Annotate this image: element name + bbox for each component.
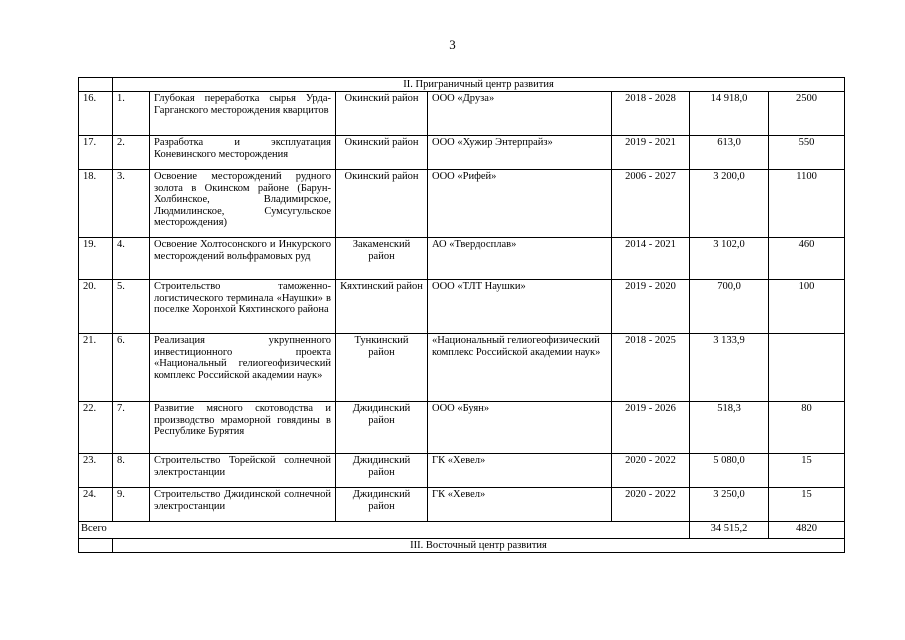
project-cost: 5 080,0 <box>690 454 769 488</box>
row-subnumber: 4. <box>113 238 150 280</box>
table-row <box>79 334 845 402</box>
table-row <box>79 280 845 334</box>
project-jobs: 15 <box>769 454 845 488</box>
project-jobs: 460 <box>769 238 845 280</box>
project-name: Развитие мясного скотоводства и производство мраморной говядины в Республике Бурятия <box>150 402 336 454</box>
projects-table <box>78 77 845 553</box>
project-jobs: 80 <box>769 402 845 454</box>
row-subnumber: 2. <box>113 136 150 170</box>
row-number: 24. <box>79 488 113 522</box>
project-organization: ООО «Рифей» <box>428 170 612 238</box>
project-jobs: 2500 <box>769 92 845 136</box>
project-organization: ГК «Хевел» <box>428 454 612 488</box>
row-subnumber: 1. <box>113 92 150 136</box>
table-row <box>79 488 845 522</box>
project-organization: ООО «ТЛТ Наушки» <box>428 280 612 334</box>
project-name: Реализация укрупненного инвестиционного проекта «Национальный гелиогеофизический комплекс Российской академии наук» <box>150 334 336 402</box>
project-organization: ООО «Буян» <box>428 402 612 454</box>
project-organization: ООО «Друза» <box>428 92 612 136</box>
project-name: Освоение месторождений рудного золота в Окинском районе (Барун-Холбинское, Владимирское, Людмилинское, Сумсугульское месторождения) <box>150 170 336 238</box>
total-label: Всего <box>79 522 690 539</box>
project-district: Закаменский район <box>336 238 428 280</box>
project-name: Строительство таможенно-логистического терминала «Наушки» в поселке Хоронхой Кяхтинского района <box>150 280 336 334</box>
table-row <box>79 136 845 170</box>
project-organization: ГК «Хевел» <box>428 488 612 522</box>
page-number: 3 <box>449 37 456 52</box>
project-jobs: 1100 <box>769 170 845 238</box>
project-organization: «Национальный гелиогеофизический комплекс Российской академии наук» <box>428 334 612 402</box>
table-row <box>79 454 845 488</box>
project-name: Строительство Джидинской солнечной электростанции <box>150 488 336 522</box>
project-district: Окинский район <box>336 170 428 238</box>
project-name: Разработка и эксплуатация Коневинского месторождения <box>150 136 336 170</box>
section-empty-cell <box>79 78 113 92</box>
project-district: Джидинский район <box>336 402 428 454</box>
row-subnumber: 5. <box>113 280 150 334</box>
project-period: 2019 - 2026 <box>612 402 690 454</box>
project-name: Глубокая переработка сырья Урда-Гарганского месторождения кварцитов <box>150 92 336 136</box>
project-cost: 613,0 <box>690 136 769 170</box>
project-period: 2018 - 2025 <box>612 334 690 402</box>
project-jobs <box>769 334 845 402</box>
project-cost: 3 133,9 <box>690 334 769 402</box>
project-district: Тункинский район <box>336 334 428 402</box>
project-period: 2019 - 2020 <box>612 280 690 334</box>
row-number: 22. <box>79 402 113 454</box>
project-organization: ООО «Хужир Энтерпрайз» <box>428 136 612 170</box>
project-cost: 700,0 <box>690 280 769 334</box>
project-cost: 518,3 <box>690 402 769 454</box>
table-row <box>79 170 845 238</box>
project-cost: 3 102,0 <box>690 238 769 280</box>
project-jobs: 100 <box>769 280 845 334</box>
project-district: Джидинский район <box>336 488 428 522</box>
section-title: III. Восточный центр развития <box>113 539 845 553</box>
section-title: II. Приграничный центр развития <box>113 78 845 92</box>
row-number: 17. <box>79 136 113 170</box>
total-cost: 34 515,2 <box>690 522 769 539</box>
project-name: Строительство Торейской солнечной электростанции <box>150 454 336 488</box>
row-subnumber: 8. <box>113 454 150 488</box>
section-empty-cell <box>79 539 113 553</box>
row-subnumber: 7. <box>113 402 150 454</box>
project-district: Джидинский район <box>336 454 428 488</box>
section-row-border <box>79 78 845 92</box>
table-row <box>79 238 845 280</box>
row-number: 23. <box>79 454 113 488</box>
project-district: Окинский район <box>336 92 428 136</box>
row-subnumber: 6. <box>113 334 150 402</box>
project-period: 2014 - 2021 <box>612 238 690 280</box>
project-district: Окинский район <box>336 136 428 170</box>
row-number: 20. <box>79 280 113 334</box>
total-jobs: 4820 <box>769 522 845 539</box>
project-district: Кяхтинский район <box>336 280 428 334</box>
row-subnumber: 3. <box>113 170 150 238</box>
project-organization: АО «Твердосплав» <box>428 238 612 280</box>
row-number: 18. <box>79 170 113 238</box>
row-number: 16. <box>79 92 113 136</box>
project-jobs: 550 <box>769 136 845 170</box>
project-period: 2006 - 2027 <box>612 170 690 238</box>
project-period: 2019 - 2021 <box>612 136 690 170</box>
project-jobs: 15 <box>769 488 845 522</box>
table-row <box>79 92 845 136</box>
project-period: 2018 - 2028 <box>612 92 690 136</box>
project-cost: 3 250,0 <box>690 488 769 522</box>
total-row <box>79 522 845 539</box>
section-row-border <box>79 539 845 553</box>
project-period: 2020 - 2022 <box>612 454 690 488</box>
project-cost: 3 200,0 <box>690 170 769 238</box>
project-period: 2020 - 2022 <box>612 488 690 522</box>
table-row <box>79 402 845 454</box>
project-cost: 14 918,0 <box>690 92 769 136</box>
project-name: Освоение Холтосонского и Инкурского месторождений вольфрамовых руд <box>150 238 336 280</box>
row-subnumber: 9. <box>113 488 150 522</box>
row-number: 19. <box>79 238 113 280</box>
row-number: 21. <box>79 334 113 402</box>
